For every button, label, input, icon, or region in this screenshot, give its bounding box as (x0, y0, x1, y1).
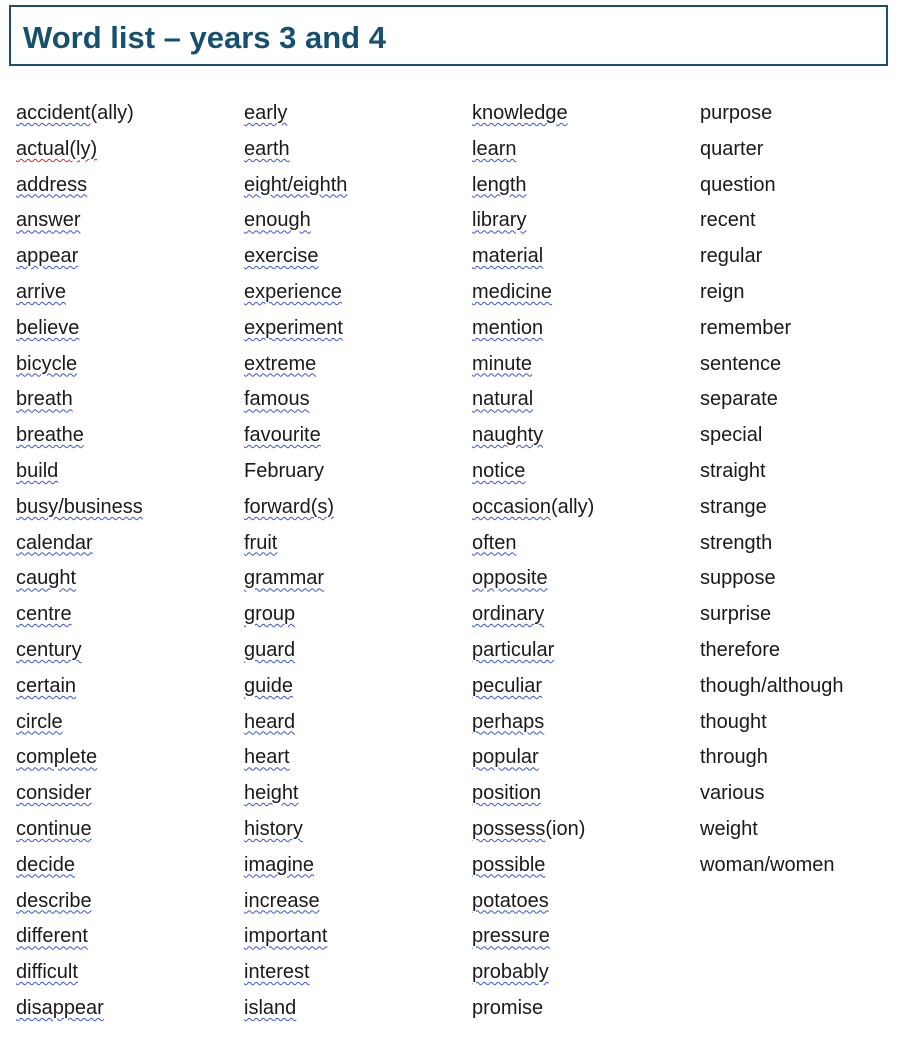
word-item (472, 526, 594, 562)
word-text: material (472, 245, 544, 268)
word-text: pressure (472, 925, 550, 948)
word-item (472, 347, 594, 383)
word-text: question (700, 173, 776, 196)
word-text: describe (16, 889, 92, 912)
word-text: island (244, 996, 297, 1019)
word-text: eight/eighth (244, 173, 348, 196)
word-text: guard (244, 638, 296, 661)
word-item (472, 168, 594, 204)
word-text: experience (244, 280, 342, 303)
word-text: thought (700, 710, 767, 733)
word-item (700, 382, 843, 418)
word-text: purpose (700, 102, 773, 124)
word-item (472, 96, 594, 132)
word-text: disappear (16, 996, 104, 1019)
word-item (700, 203, 843, 239)
word-text: important (244, 925, 328, 948)
word-text: actual (16, 137, 70, 160)
word-text: different (16, 925, 88, 948)
word-column-1 (16, 96, 143, 1027)
word-item (16, 418, 143, 454)
word-item (472, 454, 594, 490)
word-item (244, 454, 347, 490)
word-item (16, 275, 143, 311)
word-item (16, 526, 143, 562)
word-text: potatoes (472, 889, 549, 912)
word-text: arrive (16, 280, 67, 303)
word-text: exercise (244, 245, 319, 268)
word-item (16, 955, 143, 991)
word-item (16, 740, 143, 776)
word-item (16, 132, 143, 168)
word-text: learn (472, 137, 517, 160)
word-text: imagine (244, 853, 315, 876)
word-item (472, 705, 594, 741)
word-text: regular (700, 245, 763, 268)
word-column-2 (244, 96, 347, 1027)
word-item (244, 132, 347, 168)
word-item (700, 561, 843, 597)
word-text: complete (16, 746, 98, 769)
word-text: build (16, 459, 59, 482)
word-item (700, 633, 843, 669)
word-item (244, 740, 347, 776)
word-item (244, 311, 347, 347)
word-item (472, 955, 594, 991)
word-text: difficult (16, 961, 78, 984)
page-title: Word list – years 3 and 4 (23, 20, 386, 55)
word-text: interest (244, 961, 310, 984)
word-text: consider (16, 782, 92, 805)
word-text: opposite (472, 567, 548, 590)
word-item (16, 812, 143, 848)
word-item (472, 382, 594, 418)
word-text: perhaps (472, 710, 545, 733)
word-item (244, 203, 347, 239)
word-item (472, 311, 594, 347)
word-text: sentence (700, 352, 782, 375)
word-text: through (700, 746, 768, 769)
word-text: naughty (472, 424, 544, 447)
word-item (244, 848, 347, 884)
word-item (472, 418, 594, 454)
word-text: height (244, 782, 299, 805)
word-text: history (244, 817, 303, 840)
word-text: weight (700, 817, 758, 840)
word-text: length (472, 173, 527, 196)
word-item (16, 168, 143, 204)
word-text: circle (16, 710, 63, 733)
word-item (472, 561, 594, 597)
word-text: surprise (700, 603, 772, 626)
word-text: busy/business (16, 495, 143, 518)
word-item (16, 490, 143, 526)
word-item (244, 633, 347, 669)
word-item (244, 526, 347, 562)
word-text: heart (244, 746, 290, 769)
word-item (700, 669, 843, 705)
word-item (16, 347, 143, 383)
word-suffix: (ion) (545, 817, 586, 840)
word-text: address (16, 173, 88, 196)
word-text: favourite (244, 424, 321, 447)
word-item (16, 633, 143, 669)
word-text: possess (472, 817, 546, 840)
word-item (700, 454, 843, 490)
word-suffix: (ly) (69, 137, 98, 160)
word-text: probably (472, 961, 549, 984)
word-item (700, 132, 843, 168)
word-item (244, 490, 347, 526)
word-item (16, 239, 143, 275)
word-item (700, 776, 843, 812)
word-text: bicycle (16, 352, 78, 375)
word-item (472, 669, 594, 705)
word-item (16, 776, 143, 812)
word-text: though/although (700, 674, 844, 697)
word-text: position (472, 782, 541, 805)
word-item (472, 239, 594, 275)
word-item (472, 919, 594, 955)
word-item (244, 347, 347, 383)
word-text: straight (700, 459, 766, 482)
word-item (700, 239, 843, 275)
word-item (700, 848, 843, 884)
word-text: experiment (244, 316, 343, 339)
word-item (16, 561, 143, 597)
word-text: various (700, 782, 765, 805)
word-text: medicine (472, 280, 553, 303)
word-item (16, 669, 143, 705)
word-item (472, 597, 594, 633)
word-item (16, 311, 143, 347)
word-item (16, 705, 143, 741)
word-text: peculiar (472, 674, 543, 697)
word-text: possible (472, 853, 546, 876)
word-text: woman/women (700, 853, 835, 876)
word-text: recent (700, 209, 756, 232)
word-text: remember (700, 316, 792, 339)
word-item (472, 848, 594, 884)
word-item (244, 418, 347, 454)
word-text: natural (472, 388, 534, 411)
word-item (16, 96, 143, 132)
word-item (244, 168, 347, 204)
word-column-3 (472, 96, 594, 1027)
word-item (16, 919, 143, 955)
word-item (700, 96, 843, 132)
word-text: enough (244, 209, 311, 232)
word-text: believe (16, 316, 80, 339)
word-text: famous (244, 388, 310, 411)
title-box (9, 5, 888, 66)
word-text: mention (472, 316, 544, 339)
word-item (244, 382, 347, 418)
word-text: heard (244, 710, 296, 733)
word-item (244, 955, 347, 991)
word-item (700, 311, 843, 347)
word-item (700, 526, 843, 562)
word-text: particular (472, 638, 555, 661)
word-text: certain (16, 674, 77, 697)
word-text: century (16, 638, 82, 661)
word-item (244, 561, 347, 597)
word-text: continue (16, 817, 92, 840)
word-text: forward(s) (244, 495, 335, 518)
word-item (700, 812, 843, 848)
word-item (472, 812, 594, 848)
word-text: suppose (700, 567, 776, 590)
word-item (244, 96, 347, 132)
word-item (700, 418, 843, 454)
word-text: decide (16, 853, 75, 876)
word-text: minute (472, 352, 533, 375)
word-text: early (244, 102, 288, 124)
word-text: February (244, 459, 325, 482)
word-item (472, 740, 594, 776)
word-text: notice (472, 459, 526, 482)
word-item (472, 275, 594, 311)
word-text: strange (700, 495, 767, 518)
word-suffix: (ally) (90, 102, 134, 124)
word-text: ordinary (472, 603, 545, 626)
word-text: separate (700, 388, 778, 411)
word-item (244, 991, 347, 1027)
word-item (472, 203, 594, 239)
word-text: reign (700, 280, 745, 303)
word-item (244, 597, 347, 633)
word-item (472, 991, 594, 1027)
word-text: promise (472, 996, 544, 1019)
word-item (16, 454, 143, 490)
word-text: extreme (244, 352, 317, 375)
word-item (472, 633, 594, 669)
word-text: caught (16, 567, 77, 590)
word-item (244, 812, 347, 848)
word-text: grammar (244, 567, 325, 590)
word-text: knowledge (472, 102, 568, 124)
word-text: therefore (700, 638, 781, 661)
word-item (244, 705, 347, 741)
word-item (244, 239, 347, 275)
word-text: breath (16, 388, 73, 411)
word-item (700, 705, 843, 741)
word-item (700, 168, 843, 204)
word-item (472, 490, 594, 526)
word-item (244, 669, 347, 705)
word-item (700, 740, 843, 776)
word-text: centre (16, 603, 72, 626)
word-item (244, 275, 347, 311)
word-text: breathe (16, 424, 84, 447)
word-text: appear (16, 245, 79, 268)
word-text: increase (244, 889, 320, 912)
word-item (700, 490, 843, 526)
word-text: guide (244, 674, 293, 697)
word-item (700, 275, 843, 311)
word-item (16, 597, 143, 633)
word-text: special (700, 424, 763, 447)
word-text: library (472, 209, 527, 232)
word-item (16, 884, 143, 920)
word-item (700, 597, 843, 633)
word-text: popular (472, 746, 539, 769)
word-text: occasion (472, 495, 551, 518)
word-text: answer (16, 209, 81, 232)
word-item (16, 991, 143, 1027)
word-item (244, 884, 347, 920)
word-text: accident (16, 102, 91, 124)
word-item (700, 347, 843, 383)
word-text: quarter (700, 137, 764, 160)
word-item (472, 776, 594, 812)
word-suffix: (ally) (550, 495, 595, 518)
word-item (472, 132, 594, 168)
word-text: group (244, 603, 296, 626)
word-column-4 (700, 96, 843, 884)
word-item (16, 848, 143, 884)
word-item (16, 203, 143, 239)
word-text: earth (244, 137, 290, 160)
word-item (472, 884, 594, 920)
word-text: calendar (16, 531, 93, 554)
word-item (244, 919, 347, 955)
word-item (16, 382, 143, 418)
word-text: strength (700, 531, 773, 554)
word-item (244, 776, 347, 812)
word-text: fruit (244, 531, 278, 554)
word-text: often (472, 531, 517, 554)
